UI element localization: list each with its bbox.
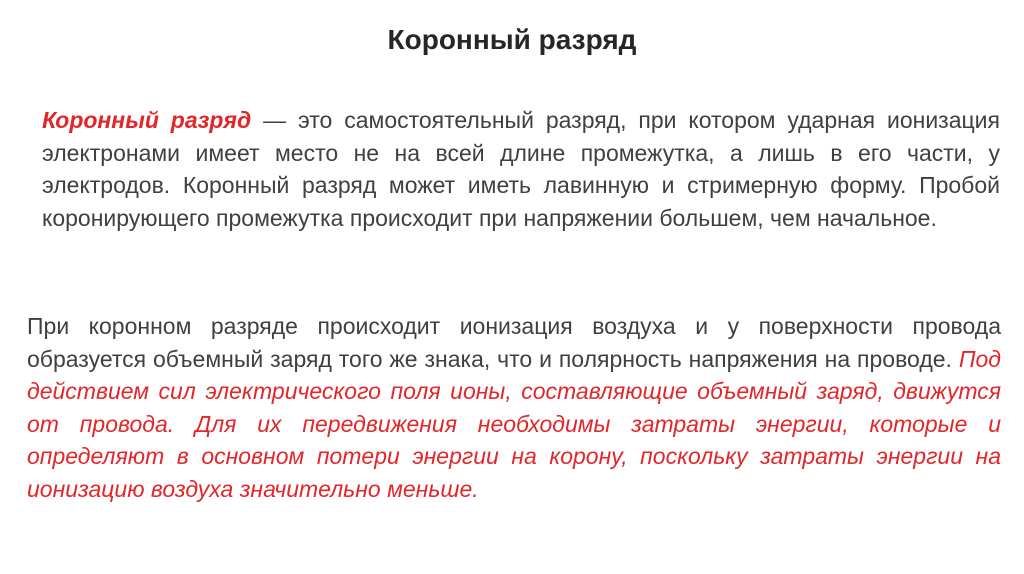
slide-title: Коронный разряд xyxy=(387,24,637,55)
definition-text: — это самостоятельный разряд, при котором ударная ионизация электронами имеет место не на всей длине промежутка, а лишь в его части, у электродов. Коронный разряд может иметь лавинную и стримерную форму. Пробой коронирующего промежутка происходит при напряжении большем, чем начальное. xyxy=(42,107,1000,231)
definition-paragraph xyxy=(42,104,1000,234)
explanation-highlight: Под действием сил электрического поля ионы, составляющие объемный заряд, движутся от провода. Для их передвижения необходимы затраты энергии, которые и определяют в основном потери энергии на корону, поскольку затраты энергии на ионизацию воздуха значительно меньше. xyxy=(27,345,1001,502)
explanation-paragraph xyxy=(27,310,1001,505)
definition-term: Коронный разряд xyxy=(42,107,252,133)
explanation-text: При коронном разряде происходит ионизация воздуха и у поверхности провода образуется объемный заряд того же знака, что и полярность напряжения на проводе. xyxy=(27,313,1001,372)
